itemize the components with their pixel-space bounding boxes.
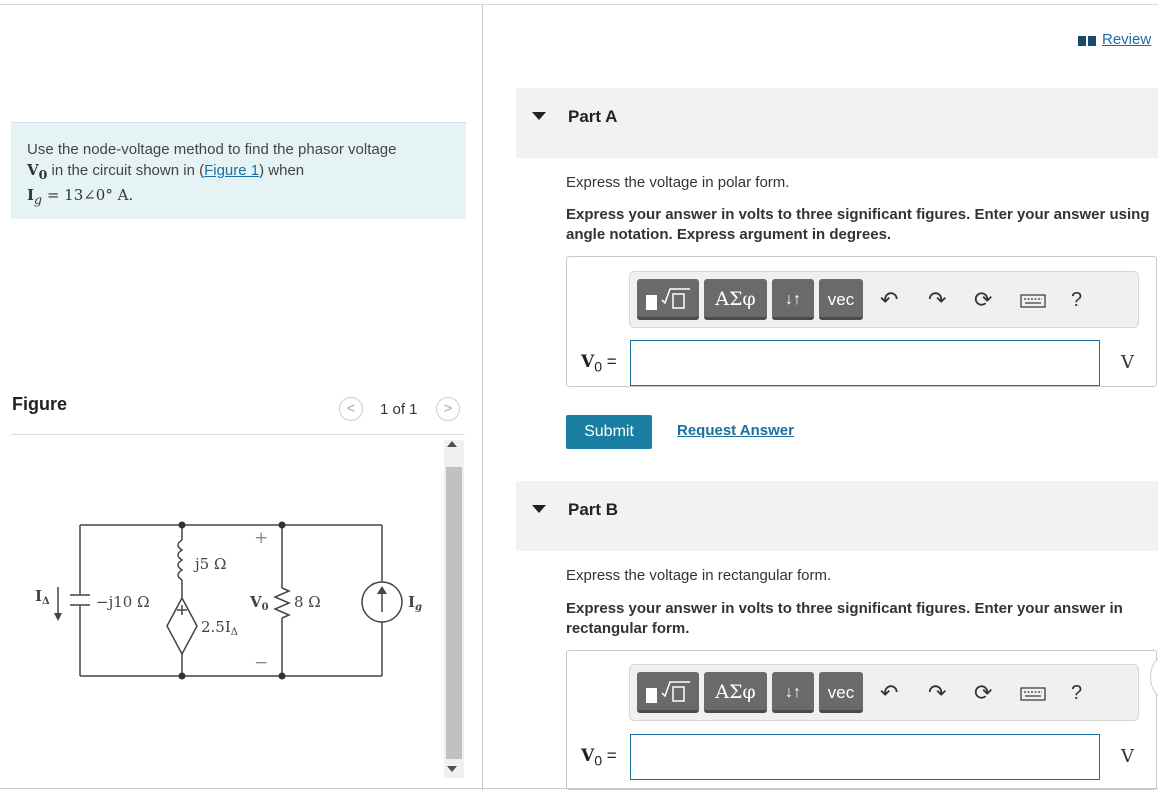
templates-icon bbox=[643, 286, 693, 312]
reset-icon[interactable]: ⟳ bbox=[974, 287, 993, 312]
bottom-border bbox=[0, 788, 1158, 789]
label-plus: + bbox=[254, 528, 269, 548]
circuit-diagram bbox=[20, 480, 430, 690]
problem-mid: in the circuit shown in ( bbox=[47, 162, 205, 179]
undo-icon[interactable]: ↶ bbox=[880, 680, 899, 705]
label-inductor: j5 Ω bbox=[195, 555, 227, 573]
submit-button[interactable]: Submit bbox=[566, 415, 652, 449]
part-a-instruction-bold: Express your answer in volts to three significant figures. Enter your answer using angle notation. Express argument in degrees. bbox=[566, 206, 1150, 243]
label-resistor: 8 Ω bbox=[294, 593, 321, 611]
reset-icon[interactable]: ⟳ bbox=[974, 680, 993, 705]
problem-intro: Use the node-voltage method to find the phasor voltage bbox=[27, 141, 397, 158]
node-top-mid bbox=[179, 522, 186, 529]
part-a-caret-icon[interactable] bbox=[532, 112, 546, 120]
figure-link[interactable]: Figure 1 bbox=[204, 162, 260, 179]
panel-divider bbox=[482, 5, 483, 790]
part-a-answer-input[interactable] bbox=[630, 340, 1100, 386]
figure-heading: Figure bbox=[12, 394, 68, 414]
part-b-instruction-bold: Express your answer in volts to three significant figures. Enter your answer in rectangular form. bbox=[566, 600, 1123, 637]
undo-icon[interactable]: ↶ bbox=[880, 287, 899, 312]
greek-button[interactable]: ΑΣφ bbox=[704, 279, 767, 320]
figure-scrollbar-thumb[interactable] bbox=[446, 467, 462, 759]
i-delta-arrowhead bbox=[54, 613, 62, 621]
label-i-delta: $I_\Delta$ bbox=[35, 587, 50, 607]
label-ig: $I_g$ bbox=[408, 593, 423, 613]
part-b-math-toolbar bbox=[629, 664, 1139, 721]
v0-symbol: $V_0$ bbox=[27, 161, 48, 182]
redo-icon[interactable]: ↷ bbox=[928, 287, 947, 312]
node-top-right bbox=[279, 522, 286, 529]
resistor-zigzag bbox=[275, 588, 289, 618]
subscript-button[interactable]: ↓↑ bbox=[772, 279, 814, 320]
part-a-title: Part A bbox=[568, 107, 618, 126]
help-icon[interactable]: ? bbox=[1071, 289, 1083, 311]
problem-statement bbox=[11, 122, 466, 219]
review-link[interactable]: Review bbox=[1102, 31, 1152, 48]
subscript-button[interactable]: ↓↑ bbox=[772, 672, 814, 713]
request-answer-link[interactable]: Request Answer bbox=[677, 422, 794, 439]
redo-icon[interactable]: ↷ bbox=[928, 680, 947, 705]
part-a-math-toolbar bbox=[629, 271, 1139, 328]
figure-next-button[interactable]: > bbox=[436, 397, 460, 421]
vector-button[interactable]: vec bbox=[819, 672, 863, 713]
templates-icon bbox=[643, 679, 693, 705]
figure-counter: 1 of 1 bbox=[380, 401, 418, 418]
keyboard-icon[interactable] bbox=[1020, 687, 1046, 701]
figure-prev-button[interactable]: < bbox=[339, 397, 363, 421]
ig-equation: $I_g$ = 13∠0° A. bbox=[27, 186, 134, 207]
node-bottom-mid bbox=[179, 673, 186, 680]
greek-button[interactable]: ΑΣφ bbox=[704, 672, 767, 713]
scroll-down-arrow-icon[interactable] bbox=[447, 766, 457, 772]
templates-button[interactable] bbox=[637, 279, 699, 320]
part-b-var-label: $V_0$ = bbox=[581, 746, 617, 770]
part-a-instruction: Express the voltage in polar form. bbox=[566, 174, 790, 191]
label-v0: $V_0$ bbox=[250, 593, 269, 613]
figure-divider bbox=[11, 434, 465, 435]
part-b-answer-input[interactable] bbox=[630, 734, 1100, 780]
label-capacitor: −j10 Ω bbox=[96, 593, 150, 611]
scroll-up-arrow-icon[interactable] bbox=[447, 441, 457, 447]
label-dependent-source: $2.5I_\Delta$ bbox=[201, 618, 239, 638]
part-a-var-label: $V_0$ = bbox=[581, 352, 617, 376]
problem-tail: ) when bbox=[259, 162, 305, 179]
node-bottom-right bbox=[279, 673, 286, 680]
part-b-unit: V bbox=[1121, 746, 1134, 767]
inductor-coil bbox=[178, 540, 182, 580]
part-a-unit: V bbox=[1121, 352, 1134, 373]
templates-button[interactable] bbox=[637, 672, 699, 713]
help-icon[interactable]: ? bbox=[1071, 682, 1083, 704]
part-b-title: Part B bbox=[568, 500, 619, 519]
vector-button[interactable]: vec bbox=[819, 279, 863, 320]
part-b-instruction: Express the voltage in rectangular form. bbox=[566, 567, 832, 584]
part-b-caret-icon[interactable] bbox=[532, 505, 546, 513]
current-source-arrowhead bbox=[377, 586, 387, 594]
label-minus: − bbox=[254, 653, 269, 673]
keyboard-icon[interactable] bbox=[1020, 294, 1046, 308]
